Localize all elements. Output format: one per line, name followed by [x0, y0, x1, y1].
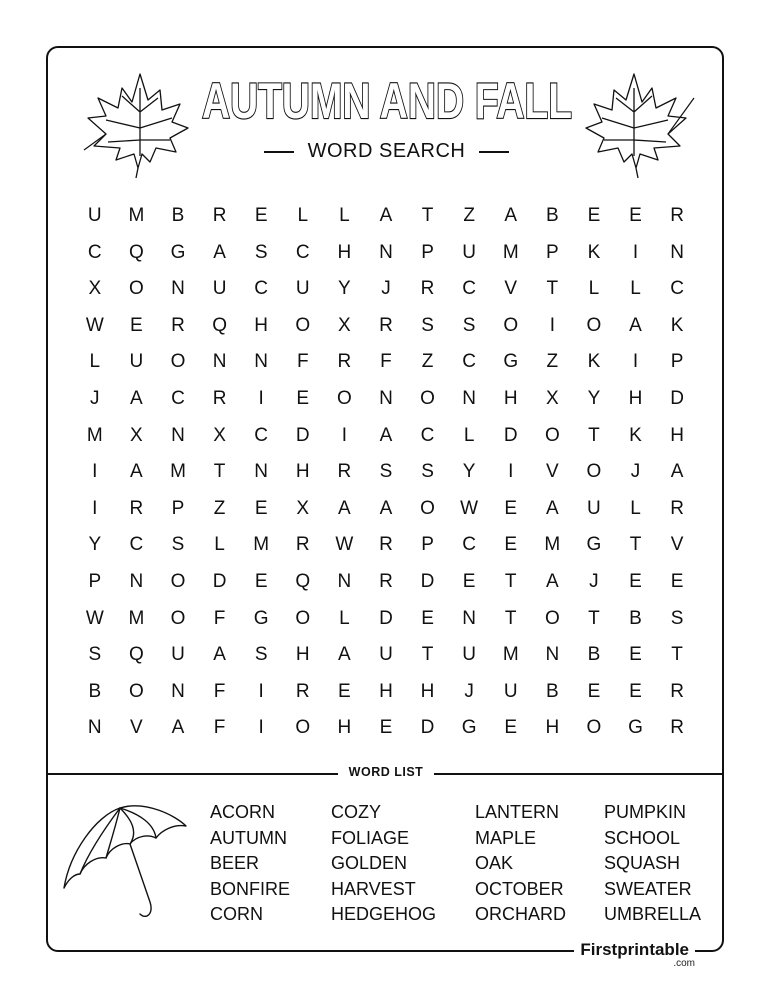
grid-row — [74, 491, 698, 528]
word-column-1 — [210, 800, 290, 928]
grid-letter: Q — [212, 314, 227, 336]
grid-row — [74, 198, 698, 235]
grid-letter: W — [460, 497, 479, 519]
grid-letter: S — [421, 461, 434, 483]
grid-letter: J — [381, 278, 391, 300]
word-list-item: ORCHARD — [475, 904, 567, 925]
grid-letter: F — [296, 351, 309, 373]
grid-letter: A — [130, 461, 143, 483]
grid-letter: I — [92, 461, 98, 483]
grid-letter: O — [295, 717, 311, 739]
grid-letter: F — [213, 680, 226, 702]
grid-letter: D — [379, 607, 393, 629]
grid-letter: I — [258, 387, 264, 409]
grid-letter: G — [628, 717, 643, 739]
grid-row — [74, 674, 698, 711]
grid-row — [74, 637, 698, 674]
grid-letter: K — [587, 241, 601, 263]
grid-letter: R — [337, 351, 352, 373]
grid-letter: O — [544, 424, 560, 446]
word-list-item: SCHOOL — [604, 827, 681, 848]
grid-letter: C — [670, 278, 684, 300]
grid-letter: M — [502, 241, 519, 263]
grid-letter: A — [629, 314, 642, 336]
grid-letter: T — [588, 424, 600, 446]
brand-logo — [574, 940, 695, 969]
grid-letter: T — [588, 607, 600, 629]
grid-letter: R — [212, 205, 227, 226]
grid-letter: V — [504, 278, 518, 300]
grid-letter: R — [129, 497, 144, 519]
grid-letter: O — [295, 607, 311, 629]
grid-letter: J — [630, 461, 641, 483]
grid-letter: B — [88, 680, 102, 702]
grid-letter: O — [295, 314, 311, 336]
word-list-item: CORN — [210, 904, 263, 925]
grid-letter: O — [586, 314, 602, 336]
grid-letter: S — [379, 461, 393, 483]
grid-letter: O — [586, 717, 602, 739]
grid-letter: C — [462, 278, 476, 300]
grid-letter: L — [339, 607, 350, 629]
grid-letter: U — [462, 644, 476, 666]
grid-letter: D — [420, 717, 435, 739]
word-list-item: COZY — [331, 802, 382, 822]
grid-letter: F — [213, 607, 226, 629]
grid-letter: E — [504, 717, 518, 739]
grid-letter: N — [337, 570, 352, 592]
grid-letter: O — [586, 461, 602, 483]
grid-letter: A — [213, 644, 226, 666]
title-text: AUTUMN AND FALL — [201, 73, 572, 129]
grid-letter: D — [670, 387, 684, 409]
grid-row — [74, 235, 698, 272]
word-list-item: PUMPKIN — [604, 802, 687, 822]
grid-row — [74, 710, 698, 747]
grid-letter: N — [254, 461, 269, 483]
grid-letter: X — [88, 278, 102, 300]
grid-letter: T — [504, 570, 517, 592]
grid-letter: A — [171, 717, 185, 739]
grid-letter: S — [462, 314, 476, 336]
grid-letter: X — [213, 424, 226, 446]
grid-letter: B — [545, 205, 559, 226]
grid-letter: A — [213, 241, 226, 263]
grid-letter: N — [212, 351, 227, 373]
grid-letter: A — [504, 205, 518, 226]
grid-letter: Z — [213, 497, 226, 519]
grid-letter: L — [89, 351, 101, 373]
grid-letter: E — [254, 497, 268, 519]
grid-letter: D — [503, 424, 518, 446]
grid-letter: M — [170, 461, 186, 483]
word-list-title: WORD LIST — [348, 765, 424, 779]
grid-letter: L — [630, 278, 641, 300]
grid-letter: L — [339, 205, 350, 226]
grid-letter: T — [421, 205, 434, 226]
grid-letter: P — [670, 351, 684, 373]
grid-letter: R — [212, 387, 227, 409]
grid-letter: C — [462, 534, 476, 556]
grid-letter: Q — [129, 644, 144, 666]
grid-letter: W — [85, 314, 104, 336]
umbrella-icon — [58, 802, 190, 922]
grid-letter: E — [130, 314, 143, 336]
grid-letter: R — [171, 314, 185, 336]
grid-letter: G — [170, 241, 186, 263]
grid-letter: P — [171, 497, 185, 519]
grid-letter: E — [629, 205, 642, 226]
grid-letter: W — [335, 534, 354, 556]
grid-letter: E — [254, 570, 268, 592]
grid-letter: L — [630, 497, 641, 519]
grid-letter: G — [586, 534, 602, 556]
subtitle-text: WORD SEARCH — [307, 140, 466, 162]
grid-letter: V — [130, 717, 143, 739]
grid-letter: E — [587, 680, 601, 702]
word-list-item: ACORN — [210, 802, 276, 822]
grid-letter: I — [508, 461, 514, 483]
grid-letter: C — [254, 424, 269, 446]
grid-letter: H — [337, 241, 352, 263]
grid-letter: V — [545, 461, 559, 483]
grid-letter: E — [629, 570, 642, 592]
grid-letter: Q — [295, 570, 311, 592]
grid-letter: N — [545, 644, 560, 666]
grid-letter: I — [632, 351, 639, 373]
grid-letter: P — [421, 241, 434, 263]
brand-domain: .com — [673, 958, 695, 969]
grid-letter: G — [461, 717, 477, 739]
grid-letter: W — [85, 607, 104, 629]
grid-letter: T — [546, 278, 559, 300]
grid-row — [74, 308, 698, 345]
grid-letter: L — [297, 205, 309, 226]
grid-letter: U — [295, 278, 310, 300]
grid-letter: F — [213, 717, 226, 739]
grid-letter: M — [128, 205, 145, 226]
grid-letter: U — [212, 278, 227, 300]
grid-letter: D — [420, 570, 435, 592]
grid-letter: S — [421, 314, 434, 336]
grid-letter: K — [670, 314, 684, 336]
grid-letter: Z — [546, 351, 559, 373]
word-list-divider-left — [48, 773, 338, 775]
word-list-item: SQUASH — [604, 853, 681, 874]
grid-letter: I — [258, 680, 264, 702]
word-list-item: OAK — [475, 853, 514, 874]
grid-letter: F — [380, 351, 392, 373]
subtitle — [0, 140, 773, 163]
grid-letter: E — [462, 570, 476, 592]
grid-letter: G — [503, 351, 519, 373]
grid-letter: D — [295, 424, 310, 446]
grid-letter: C — [171, 387, 185, 409]
grid-letter: M — [253, 534, 270, 556]
grid-letter: R — [337, 461, 352, 483]
grid-letter: A — [379, 424, 393, 446]
grid-letter: D — [212, 570, 227, 592]
grid-letter: T — [504, 607, 517, 629]
grid-letter: T — [213, 461, 226, 483]
grid-letter: E — [629, 644, 642, 666]
word-list-item: FOLIAGE — [331, 827, 410, 848]
grid-letter: A — [545, 497, 559, 519]
grid-letter: R — [295, 680, 310, 702]
grid-letter: U — [462, 241, 476, 263]
grid-letter: C — [254, 278, 269, 300]
grid-letter: R — [670, 680, 684, 702]
word-list-divider-right — [434, 773, 722, 775]
grid-letter: G — [253, 607, 269, 629]
grid-row — [74, 564, 698, 601]
grid-letter: H — [420, 680, 435, 702]
word-list-item: HARVEST — [331, 878, 416, 899]
grid-letter: Z — [463, 205, 475, 226]
grid-letter: U — [587, 497, 601, 519]
grid-letter: A — [338, 644, 351, 666]
grid-letter: O — [129, 278, 144, 300]
grid-letter: H — [295, 461, 310, 483]
grid-row — [74, 527, 698, 564]
grid-letter: S — [88, 644, 102, 666]
grid-letter: S — [171, 534, 185, 556]
grid-letter: N — [87, 717, 102, 739]
grid-letter: H — [379, 680, 393, 702]
grid-letter: P — [421, 534, 434, 556]
grid-letter: U — [87, 205, 102, 226]
grid-letter: E — [587, 205, 601, 226]
grid-letter: O — [420, 387, 435, 409]
grid-letter: R — [420, 278, 435, 300]
grid-letter: Y — [88, 534, 102, 556]
grid-letter: E — [629, 680, 642, 702]
grid-letter: U — [171, 644, 185, 666]
grid-letter: J — [90, 387, 100, 409]
grid-letter: N — [171, 278, 185, 300]
grid-letter: H — [337, 717, 352, 739]
grid-letter: N — [379, 387, 393, 409]
grid-row — [74, 381, 698, 418]
grid-letter: O — [170, 351, 186, 373]
grid-letter: O — [170, 607, 186, 629]
grid-letter: U — [129, 351, 144, 373]
grid-letter: E — [296, 387, 310, 409]
grid-letter: N — [171, 680, 185, 702]
grid-letter: H — [295, 644, 310, 666]
grid-letter: Y — [587, 387, 601, 409]
grid-letter: S — [670, 607, 684, 629]
grid-letter: N — [462, 607, 476, 629]
grid-letter: X — [130, 424, 143, 446]
grid-letter: H — [254, 314, 269, 336]
grid-letter: P — [545, 241, 559, 263]
grid-letter: I — [632, 241, 639, 263]
word-list-item: BEER — [210, 853, 260, 874]
word-list-item: BONFIRE — [210, 878, 291, 899]
word-list-item: OCTOBER — [475, 878, 564, 899]
grid-letter: J — [589, 570, 599, 592]
word-column-3 — [475, 800, 566, 928]
grid-letter: I — [258, 717, 264, 739]
grid-letter: X — [296, 497, 310, 519]
subtitle-dash-left — [264, 151, 294, 153]
grid-letter: Y — [462, 461, 476, 483]
grid-letter: R — [670, 717, 684, 739]
grid-letter: H — [670, 424, 684, 446]
grid-letter: L — [463, 424, 475, 446]
grid-letter: O — [544, 607, 560, 629]
grid-row — [74, 344, 698, 381]
word-list-item: HEDGEHOG — [331, 904, 437, 925]
word-list-item: UMBRELLA — [604, 904, 702, 925]
grid-letter: R — [670, 497, 684, 519]
grid-letter: X — [338, 314, 351, 336]
grid-letter: O — [420, 497, 435, 519]
word-list-item: GOLDEN — [331, 853, 408, 874]
grid-letter: H — [628, 387, 643, 409]
grid-letter: O — [170, 570, 186, 592]
grid-letter: I — [549, 314, 555, 336]
word-list-item: LANTERN — [475, 802, 560, 822]
word-column-2 — [331, 800, 436, 928]
grid-row — [74, 454, 698, 491]
grid-letter: E — [254, 205, 268, 226]
grid-letter: O — [129, 680, 144, 702]
grid-letter: A — [130, 387, 143, 409]
grid-letter: N — [129, 570, 144, 592]
grid-row — [74, 601, 698, 638]
grid-letter: E — [670, 570, 684, 592]
grid-letter: B — [171, 205, 185, 226]
grid-letter: J — [464, 680, 474, 702]
word-column-4 — [604, 800, 701, 928]
brand-name: Firstprintable — [574, 940, 695, 960]
grid-letter: L — [588, 278, 600, 300]
grid-letter: E — [421, 607, 434, 629]
grid-letter: A — [545, 570, 559, 592]
grid-letter: R — [670, 205, 684, 226]
grid-letter: R — [295, 534, 310, 556]
grid-letter: S — [254, 644, 268, 666]
grid-letter: O — [336, 387, 352, 409]
grid-letter: H — [545, 717, 560, 739]
grid-letter: T — [671, 644, 683, 666]
word-list-item: MAPLE — [475, 827, 537, 848]
grid-letter: U — [379, 644, 393, 666]
grid-letter: A — [670, 461, 684, 483]
grid-letter: B — [629, 607, 642, 629]
letter-grid — [74, 198, 698, 747]
grid-letter: B — [545, 680, 559, 702]
grid-letter: T — [629, 534, 642, 556]
grid-letter: S — [254, 241, 268, 263]
grid-letter: T — [421, 644, 434, 666]
grid-letter: N — [379, 241, 393, 263]
grid-letter: I — [92, 497, 98, 519]
grid-letter: X — [545, 387, 559, 409]
grid-letter: N — [670, 241, 684, 263]
grid-letter: P — [88, 570, 102, 592]
grid-letter: Y — [338, 278, 351, 300]
grid-letter: R — [379, 534, 393, 556]
grid-letter: H — [503, 387, 518, 409]
grid-letter: K — [587, 351, 601, 373]
grid-letter: E — [379, 717, 393, 739]
grid-letter: K — [629, 424, 642, 446]
grid-letter: R — [379, 570, 393, 592]
grid-letter: A — [379, 205, 393, 226]
grid-row — [74, 271, 698, 308]
grid-letter: A — [379, 497, 393, 519]
grid-letter: I — [341, 424, 347, 446]
grid-letter: U — [503, 680, 518, 702]
grid-letter: V — [670, 534, 684, 556]
grid-letter: A — [338, 497, 351, 519]
grid-letter: O — [503, 314, 519, 336]
grid-letter: N — [462, 387, 476, 409]
grid-letter: C — [129, 534, 144, 556]
grid-row — [74, 418, 698, 455]
grid-letter: Q — [129, 241, 144, 263]
grid-letter: N — [254, 351, 269, 373]
grid-letter: Z — [421, 351, 434, 373]
grid-letter: E — [338, 680, 351, 702]
word-list-item: AUTUMN — [210, 827, 287, 848]
grid-letter: N — [171, 424, 185, 446]
grid-letter: M — [86, 424, 103, 446]
page-title — [0, 66, 773, 130]
grid-letter: R — [379, 314, 393, 336]
grid-letter: M — [544, 534, 561, 556]
grid-letter: M — [502, 644, 519, 666]
grid-letter: E — [504, 534, 518, 556]
grid-letter: B — [587, 644, 601, 666]
grid-letter: C — [420, 424, 435, 446]
grid-letter: C — [295, 241, 310, 263]
grid-letter: E — [504, 497, 518, 519]
word-list-item: SWEATER — [604, 878, 692, 899]
subtitle-dash-right — [479, 151, 509, 153]
grid-letter: C — [87, 241, 102, 263]
grid-letter: L — [214, 534, 225, 556]
grid-letter: M — [128, 607, 145, 629]
grid-letter: C — [462, 351, 476, 373]
